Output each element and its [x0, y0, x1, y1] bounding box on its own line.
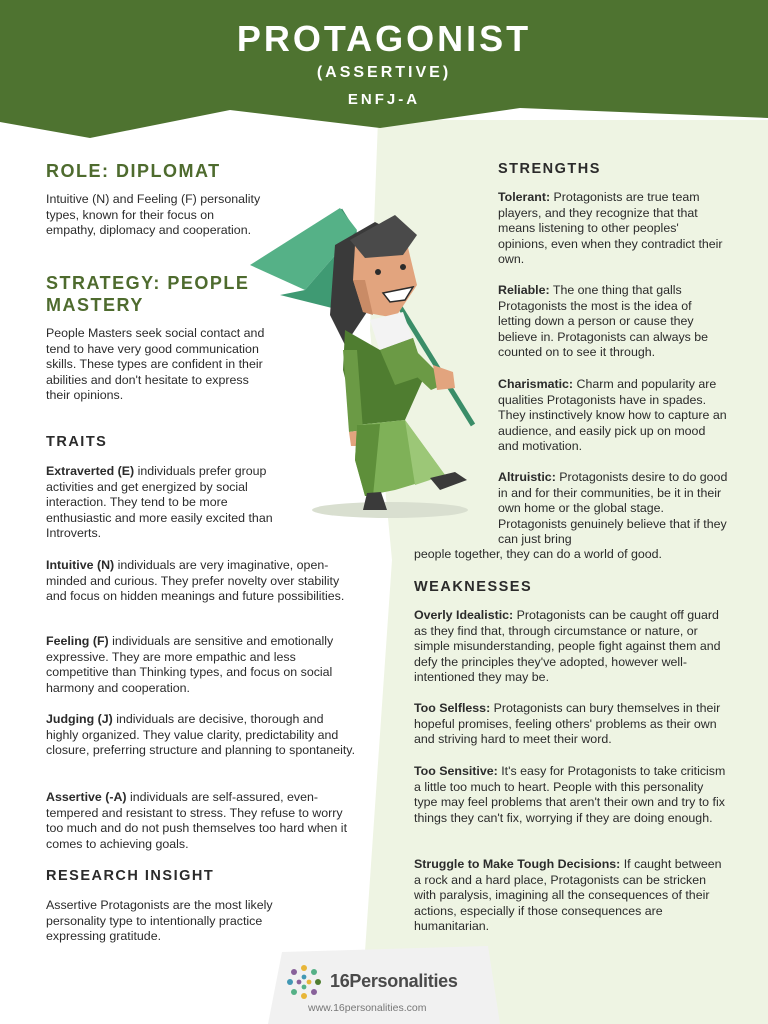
trait-term: Intuitive (N) — [46, 558, 115, 572]
weaknesses-heading: WEAKNESSES — [414, 579, 533, 595]
research-description: Assertive Protagonists are the most likely personality type to intentionally practice expressing gratitude. — [46, 898, 273, 943]
strength-text: Protagonists desire to do good in and for their communities, be it in their own home or the global stage. Protagonists genuinely believe that if they can just bring — [498, 470, 728, 546]
weakness-term: Too Selfless: — [414, 701, 491, 715]
strengths-heading: STRENGTHS — [498, 161, 601, 177]
strength-term: Charismatic: — [498, 377, 574, 391]
weakness-text: Protagonists can bury themselves in their hopeful promises, feeling others' problems as their own and striving hard to meet their word. — [414, 701, 721, 746]
page-subtitle: (ASSERTIVE) — [316, 64, 452, 81]
strength-term: Tolerant: — [498, 190, 551, 204]
role-description: Intuitive (N) and Feeling (F) personality types, known for their focus on empathy, diplomacy and cooperation. — [46, 192, 261, 237]
trait-text: individuals are self-assured, even-tempered and resistant to stress. They refuse to worry too much and do not push themselves too hard when it comes to achieving goals. — [46, 790, 348, 851]
trait-text: individuals are very imaginative, open-minded and curious. They prefer novelty over stability and focus on hidden meanings and future possibilities. — [46, 558, 345, 603]
weakness-text: If caught between a rock and a hard place, Protagonists can be stricken with paralysis, imagining all the consequences of their actions, especially if those consequences are humanitarian. — [414, 857, 722, 933]
trait-item — [46, 464, 278, 542]
weakness-text: Protagonists can be caught off guard as they find that, through circumstance or nature, or simple misunderstanding, people fight against them and defy the principles they've adopted, however well-intentioned they may be. — [414, 608, 721, 684]
strength-text: The one thing that galls Protagonists the most is the idea of letting down a person or cause they believe in. Protagonists can always be counted on to see it through. — [498, 283, 709, 359]
strategy-description: People Masters seek social contact and tend to have very good communication skills. These types are confident in their abilities and don't hesitate to express their opinions. — [46, 326, 265, 402]
strength-term: Reliable: — [498, 283, 550, 297]
trait-item — [46, 790, 352, 852]
role-heading: ROLE: DIPLOMAT — [46, 161, 221, 181]
strength-item — [498, 377, 728, 455]
trait-item — [46, 712, 358, 759]
weakness-term: Overly Idealistic: — [414, 608, 514, 622]
weakness-item — [414, 764, 726, 826]
type-code: ENFJ-A — [347, 91, 421, 108]
trait-item — [46, 634, 352, 696]
header — [0, 0, 768, 140]
trait-item — [46, 558, 352, 605]
strength-item — [498, 283, 728, 361]
weakness-item — [414, 701, 726, 748]
trait-term: Assertive (-A) — [46, 790, 127, 804]
page-title: PROTAGONIST — [236, 18, 532, 59]
weakness-item — [414, 857, 726, 935]
strength-item — [498, 190, 728, 268]
brand-name: 16Personalities — [330, 971, 458, 991]
weakness-term: Too Sensitive: — [414, 764, 498, 778]
brand-url[interactable]: www.16personalities.com — [308, 1002, 427, 1014]
weakness-text: It's easy for Protagonists to take criticism a little too much to heart. People with this personality type may feel problems that aren't their own and try to fix things they can't fix, worrying if they are doing enough. — [414, 764, 726, 825]
trait-text: individuals are sensitive and emotionally expressive. They are more empathic and less competitive than Thinking types, and focus on social harmony and cooperation. — [46, 634, 334, 695]
protagonist-character-illustration — [245, 200, 485, 530]
strength-item-continuation: people together, they can do a world of good. — [414, 547, 662, 561]
strategy-heading-line2: MASTERY — [46, 295, 144, 315]
trait-term: Judging (J) — [46, 712, 113, 726]
trait-term: Extraverted (E) — [46, 464, 135, 478]
footer — [278, 950, 500, 1024]
research-heading: RESEARCH INSIGHT — [46, 868, 215, 884]
weakness-term: Struggle to Make Tough Decisions: — [414, 857, 621, 871]
trait-text: individuals are decisive, thorough and highly organized. They value clarity, predictability and closure, preferring structure and planning to spontaneity. — [46, 712, 356, 757]
strategy-heading-line1: STRATEGY: PEOPLE — [46, 273, 250, 293]
strength-term: Altruistic: — [498, 470, 556, 484]
strength-text: Charm and popularity are qualities Protagonists have in spades. They instinctively know how to capture an audience, and easily pick up on mood and motivation. — [498, 377, 727, 453]
weakness-item — [414, 608, 726, 686]
strategy-heading — [46, 272, 249, 316]
strength-text: Protagonists are true team players, and they recognize that that means listening to other peoples' opinions, even when they contradict their own. — [498, 190, 723, 266]
16personalities-logo-icon — [286, 964, 322, 1000]
trait-term: Feeling (F) — [46, 634, 109, 648]
trait-text: individuals prefer group activities and get energized by social interaction. They tend to be more enthusiastic and more easily excited than Introverts. — [46, 464, 273, 540]
strength-item — [498, 470, 728, 548]
traits-heading: TRAITS — [46, 434, 108, 450]
